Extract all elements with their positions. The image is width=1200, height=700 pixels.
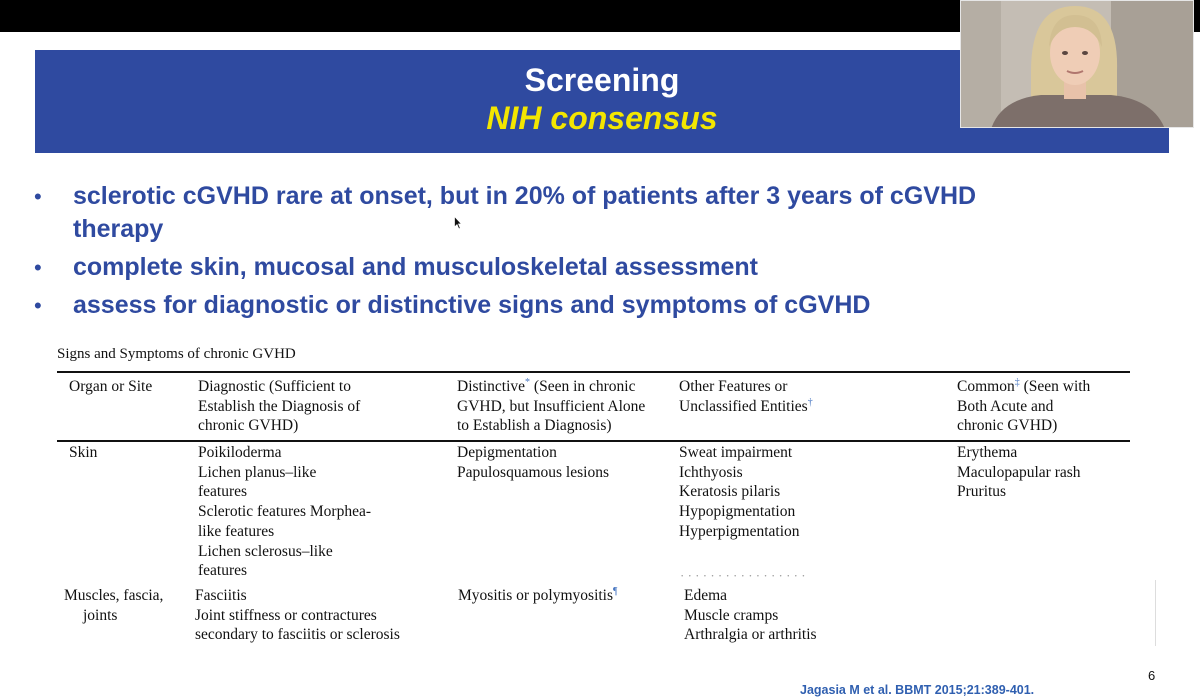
- bullet-item: [30, 251, 1060, 284]
- bullet-text: assess for diagnostic or distinctive signs and symptoms of cGVHD: [73, 291, 871, 319]
- bullet-item: [30, 289, 1060, 322]
- table-caption: Signs and Symptoms of chronic GVHD: [57, 346, 296, 362]
- bullet-text: complete skin, mucosal and musculoskeletal assessment: [73, 253, 759, 281]
- table-cell-common: Erythema Maculopapular rash Pruritus: [957, 444, 1081, 501]
- bullet-dot-icon: •: [34, 255, 42, 280]
- table-header-organ: Organ or Site: [69, 378, 153, 395]
- mouse-pointer-icon: [454, 216, 462, 230]
- table-cell-distinctive: Depigmentation Papulosquamous lesions: [457, 444, 609, 481]
- table-cell-other: Edema Muscle cramps Arthralgia or arthritis: [684, 587, 817, 644]
- table-header-diagnostic: Diagnostic (Sufficient to Establish the Diagnosis of chronic GVHD): [198, 378, 361, 435]
- cropped-text-fragment: · · · · · · · · · · · · · · · · ·: [680, 568, 806, 578]
- bullet-text: sclerotic cGVHD rare at onset, but in 20% of patients after 3 years of cGVHD therapy: [73, 182, 977, 243]
- presenter-webcam-video: [960, 0, 1194, 128]
- table-cell-organ: Muscles, fascia, joints: [64, 587, 164, 624]
- table-header-other: Other Features or Unclassified Entities†: [679, 378, 813, 415]
- table-header-distinctive: Distinctive* (Seen in chronic GVHD, but Insufficient Alone to Establish a Diagnosis): [457, 376, 646, 435]
- table-cell-diagnostic: Fasciitis Joint stiffness or contractures secondary to fasciitis or sclerosis: [195, 587, 400, 644]
- table-cell-diagnostic: Poikiloderma Lichen planus–like features Sclerotic features Morphea- like features Lichen sclerosus–like features: [198, 444, 372, 580]
- presenter-video-frame: [961, 1, 1194, 128]
- bullet-dot-icon: •: [34, 184, 42, 209]
- bullet-item: [30, 180, 1060, 246]
- slide-number: 6: [1148, 668, 1156, 683]
- reference-citation: Jagasia M et al. BBMT 2015;21:389-401.: [800, 683, 1035, 697]
- table-header-rule: [57, 440, 1130, 442]
- bullet-list: [30, 180, 1060, 327]
- table-header-common: Common‡ (Seen with Both Acute and chronic GVHD): [957, 376, 1091, 435]
- slide-subtitle: NIH consensus: [486, 100, 718, 136]
- table-cell-other: Sweat impairment Ichthyosis Keratosis pilaris Hypopigmentation Hyperpigmentation: [679, 444, 800, 540]
- table-cell-organ: Skin: [69, 444, 98, 461]
- table-cell-distinctive: Myositis or polymyositis¶: [458, 585, 618, 604]
- presentation-slide: [0, 32, 1200, 700]
- slide-title: Screening: [524, 62, 680, 98]
- table-top-rule: [57, 371, 1130, 373]
- table-edge-line: [1155, 580, 1156, 646]
- bullet-dot-icon: •: [34, 293, 42, 318]
